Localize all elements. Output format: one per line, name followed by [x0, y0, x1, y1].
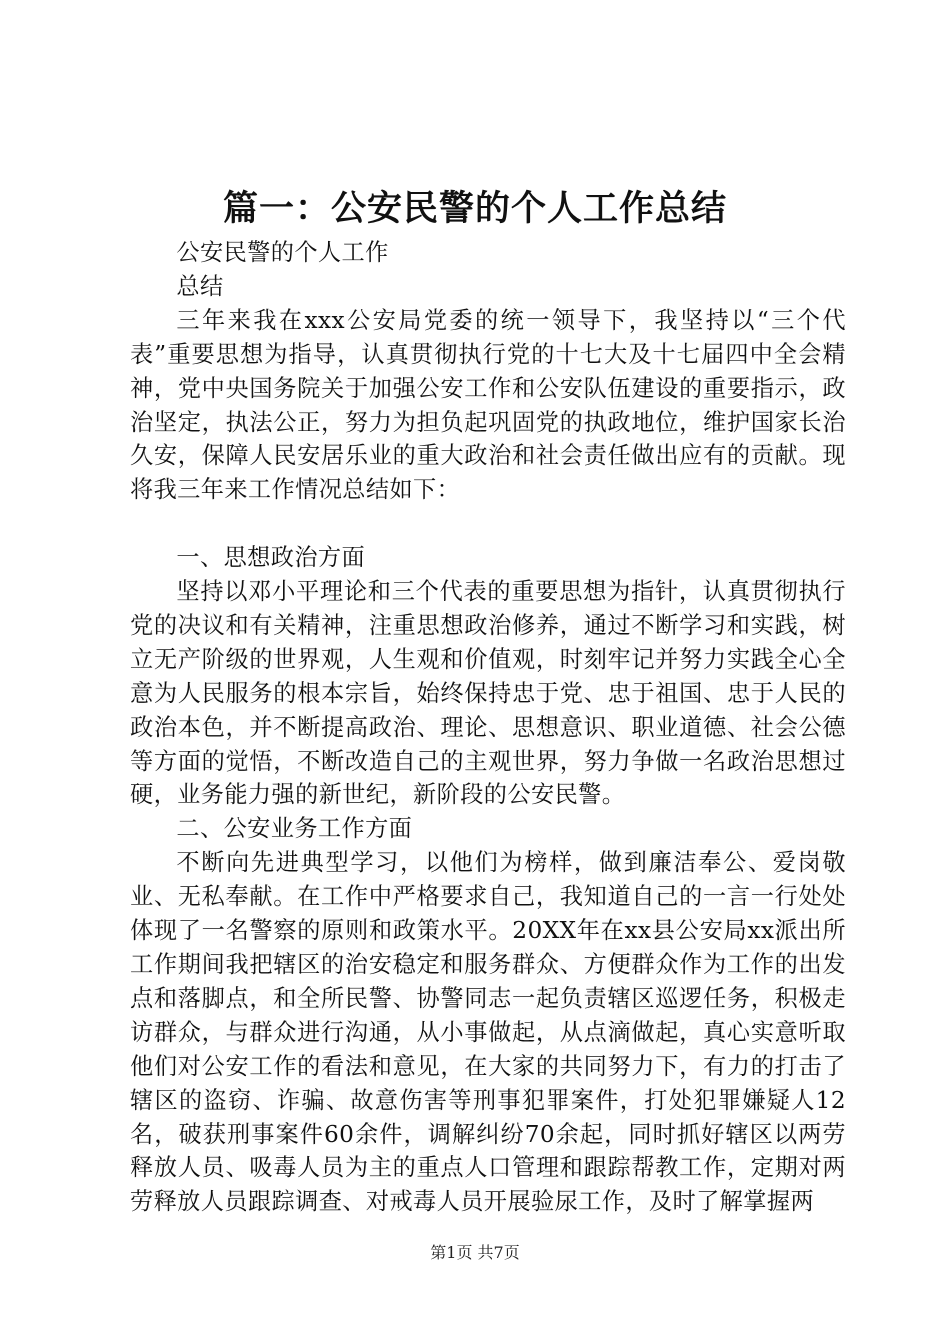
page-footer: 第1页 共7页	[430, 1243, 520, 1262]
document-body	[130, 236, 846, 1219]
subtitle-line-2: 总结	[176, 272, 224, 300]
section-heading-ideology: 一、思想政治方面	[176, 544, 366, 572]
section-heading-business: 二、公安业务工作方面	[176, 815, 413, 843]
subtitle-line-1: 公安民警的个人工作	[176, 239, 389, 266]
paragraph-spacer	[130, 507, 846, 541]
intro-paragraph: 三年来我在xxx公安局党委的统一领导下，我坚持以“三个代表”重要思想为指导，认真贯彻执行党的十七大及十七届四中全会精神，党中央国务院关于加强公安工作和公安队伍建设的重要指示，政治坚定，执法公正，努力为担负起巩固党的执政地位，维护国家长治久安，保障人民安居乐业的重大政治和社会责任做出应有的贡献。现将我三年来工作情况总结如下：	[130, 306, 846, 504]
section-body-ideology: 坚持以邓小平理论和三个代表的重要思想为指针，认真贯彻执行党的决议和有关精神，注重思想政治修养，通过不断学习和实践，树立无产阶级的世界观，人生观和价值观，时刻牢记并努力实践全心全意为人民服务的根本宗旨，始终保持忠于党、忠于祖国、忠于人民的政治本色，并不断提高政治、理论、思想意识、职业道德、社会公德等方面的觉悟，不断改造自己的主观世界，努力争做一名政治思想过硬，业务能力强的新世纪，新阶段的公安民警。	[130, 578, 846, 809]
document-title: 篇一：公安民警的个人工作总结	[222, 188, 727, 229]
section-body-business: 不断向先进典型学习，以他们为榜样，做到廉洁奉公、爱岗敬业、无私奉献。在工作中严格要求自己，我知道自己的一言一行处处体现了一名警察的原则和政策水平。20XX年在xx县公安局xx派出所工作期间我把辖区的治安稳定和服务群众、方便群众作为工作的出发点和落脚点，和全所民警、协警同志一起负责辖区巡逻任务，积极走访群众，与群众进行沟通，从小事做起，从点滴做起，真心实意听取他们对公安工作的看法和意见，在大家的共同努力下，有力的打击了辖区的盗窃、诈骗、故意伤害等刑事犯罪案件，打处犯罪嫌疑人12名，破获刑事案件60余件，调解纠纷70余起，同时抓好辖区以两劳释放人员、吸毒人员为主的重点人口管理和跟踪帮教工作，定期对两劳释放人员跟踪调查、对戒毒人员开展验尿工作，及时了解掌握两	[130, 849, 846, 1216]
